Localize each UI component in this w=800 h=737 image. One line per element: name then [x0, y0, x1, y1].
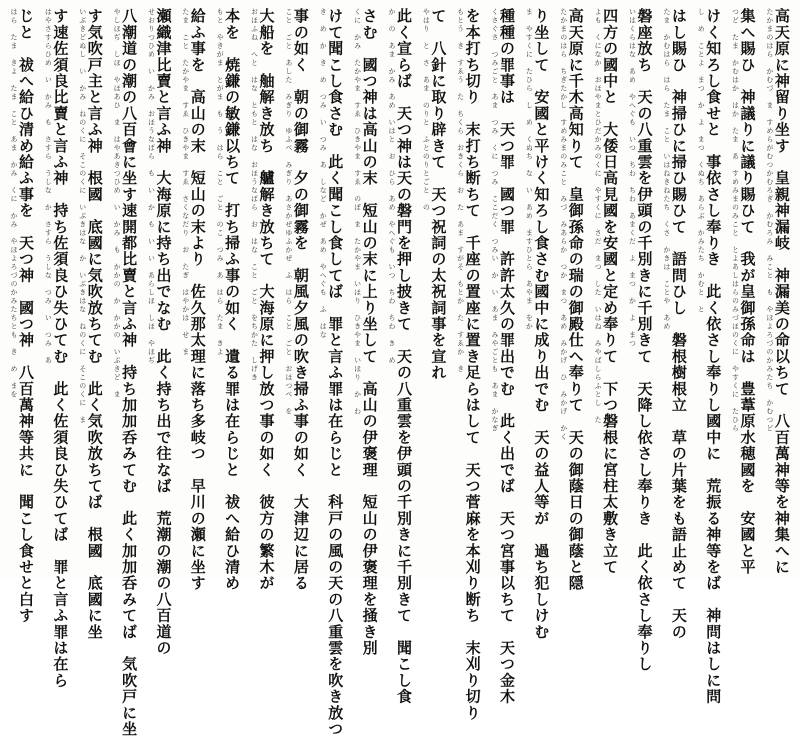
text-column: [44, 8, 70, 689]
column-furigana: おほふね へと はな ともと はな おほうなばら お はな こと ごと をちかた しげき: [250, 8, 259, 382]
text-column: [319, 8, 345, 737]
column-text: り坐して 安國と平けく知ろし食さむ國中に成り出でむ 天の益人等が 過ち犯しけむ: [532, 8, 551, 640]
column-furigana: こと ごと あした みぎり ゆふべ みぎり あさかぜゆふかぜ ふ はら こと ごと おほつべ を: [284, 8, 293, 416]
column-text: 大船を 舳解き放ち 艫解き放ちて 大海原に押し放つ事の如く 彼方の繁木が: [257, 8, 276, 592]
column-furigana: いぶきどぬし い かみ ねのくに そこのくに いぶきはな か いぶきはな ねのくに そこのくに ま: [78, 8, 87, 425]
text-column: [628, 8, 654, 673]
text-column: [422, 8, 446, 570]
column-furigana: やしほぢ しほ やほあひ ま はやあきつひめ い かみ も かかの か かかの いぶきど ま: [113, 8, 122, 399]
column-text: けく知ろし食せと 事依さし奉りき 此く依さし奉りし國中に 荒振る神等をば 神問はしに問: [704, 8, 723, 705]
column-furigana: たま こと たかやま すゑ ひきやま すゑ さくなだり お たぎ はやかは せ ま: [181, 8, 190, 357]
column-text: 四方の國中と 大倭日高見國を安國と定め奉りて 下つ磐根に宮柱太敷き立て: [601, 8, 620, 575]
column-furigana: たかまのはら ちぎたかし すめみまのみこと みづ みあらか つか まつ あめ みかげ ひ みかげ かく: [559, 8, 568, 442]
column-text: 此く宣らば 天つ神は天の磐門を押し披きて 天の八重雲を伊頭の千別きに千別きて 聞こし食: [394, 8, 413, 705]
column-furigana: もとう き すゑう た ちくら おきくら お た あま すがそ もとか た すゑか き: [456, 8, 465, 374]
column-text: 本を 焼鎌の敏鎌以ちて 打ち掃ふ事の如く 遺る罪は在らじと 祓へ給ひ清め: [223, 8, 242, 592]
column-text: 種種の罪事は 天つ罪 國つ罪 許許太久の罪出でむ 此く出でば 天つ宮事以ちて 天つ金木: [498, 8, 517, 705]
column-furigana: ま やすくに たひら し め くぬち な い あめ ますひとら あやま をか: [525, 8, 534, 331]
text-column: [765, 8, 791, 575]
column-text: す気吹戸主と言ふ神 根國 底國に気吹放ちてむ 此く気吹放ちてば 根國 底國に坐: [85, 8, 104, 640]
text-column: [387, 8, 413, 705]
text-column: [216, 8, 242, 592]
column-text: 八潮道の潮の八百會に坐す速開都比賣と言ふ神 持ち加加呑みてむ 此く加加呑みてば 気吹戸に坐: [120, 8, 139, 737]
column-furigana: せおりつひめ い かみ おほうなばら も い か も い い あらしほ しほ やほぢ: [147, 8, 156, 365]
column-furigana: くさぐさ つみごと あま つみ くに つみ ここだく つみい か い あま みやごとも あま かなぎ: [491, 8, 500, 433]
text-column: [113, 8, 139, 737]
column-furigana: たかまのはら かむづ ま すめらがむつかむろぎ かむろみ みこと も やほよろづのかみたち かむつど: [765, 8, 774, 433]
text-column: [456, 8, 482, 721]
column-furigana: はやさすらひめ い かみ も さすら うしな か さすら うしな つみ い つみ あ: [44, 8, 53, 365]
text-column: [353, 8, 379, 656]
column-furigana: くに かみ たかやま すゑ ひきやま すゑ のぼ ま たかやま いほり ひきやま いほり か わ: [353, 8, 362, 416]
column-text: を本打ち切り 末打ち断ちて 千座の置座に置き足らはして 天つ菅麻を本刈り断ち 末刈り切り: [463, 8, 482, 721]
column-furigana: はら たま きよ たま こと あま かみ くに かみ やほよろづのかみたちとも き め まを: [10, 8, 18, 399]
column-text: す速佐須良比賣と言ふ神 持ち佐須良ひ失ひてむ 此く佐須良ひ失ひてば 罪と言ふ罪は在ら: [51, 8, 70, 689]
column-text: 集へ賜ひ 神議りに議り賜ひて 我が皇御孫命は 豊葦原水穂國を 安國と平: [738, 8, 757, 575]
column-text: 給ふ事を 高山の末 短山の末より 佐久那太理に落ち多岐つ 早川の瀬に坐す: [188, 8, 207, 592]
column-text: けて聞こし食さむ 此く聞こし食してば 罪と言ふ罪は在らじと 科戸の風の天の八重雲を吹き放つ: [326, 8, 345, 737]
column-furigana: いはくらはな あめ やへぐも いつ ちわ ちわ あまくだ よ まつ か よ まつ: [628, 8, 637, 348]
text-column: [662, 8, 688, 640]
text-column: [284, 8, 310, 592]
column-text: はし賜ひ 神掃ひに掃ひ賜ひて 語問ひし 磐根樹根立 草の片葉をも語止めて 天の: [669, 8, 688, 640]
column-furigana: き め か き め つみ い つみ あ しなど かぜ あめ やへぐも ふ はな: [319, 8, 328, 340]
column-text: 高天原に千木高知りて 皇御孫命の瑞の御殿仕へ奉りて 天の御蔭日の御蔭と隠: [566, 8, 585, 592]
column-text: て 八針に取り辟きて 天つ祝詞の太祝詞事を宣れ: [429, 8, 448, 381]
column-furigana: か の あま かみ あめ いはと お ひら あめ やへぐも いつ ちわ ちわ き め: [387, 8, 396, 365]
column-text: 磐座放ち 天の八重雲を伊頭の千別きに千別きて 天降し依さし奉りき 此く依さし奉りし: [635, 8, 654, 673]
text-column: [594, 8, 620, 575]
column-furigana: つど たま かむはか はか たま あ すめみまのみこと とよあしはらのみづほのくに やすくに たひら: [731, 8, 740, 433]
column-furigana: よも くになか おほやまとひだかみのくに やすくに さだ まつ した いはね みやばしらふとし た: [594, 8, 603, 425]
column-text: じと 祓へ給ひ清め給ふ事を 天つ神 國つ神 八百萬神等共に 聞こし食せと白す: [17, 8, 35, 624]
column-text: 瀬織津比賣と言ふ神 大海原に持ち出でなむ 此く持ち出で往なば 荒潮の潮の八百道の: [154, 8, 173, 656]
text-column: [731, 8, 757, 575]
column-furigana: やはり と さ あま のりと ふとのりとごと の: [422, 8, 431, 212]
column-furigana: し め ことよ まつ か よ まつ くぬち あらぶ かみたち かむと と: [697, 8, 706, 314]
column-text: 高天原に神留り坐す 皇親神漏岐 神漏美の命以ちて 八百萬神等を神集へに: [772, 8, 791, 575]
column-text: 事の如く 朝の御霧 夕の御霧を 朝風夕風の吹き掃ふ事の如く 大津辺に居る: [291, 8, 310, 592]
text-column: [181, 8, 207, 592]
text-column: [559, 8, 585, 592]
column-furigana: たま かむはら はら たま こと いはねきねたち くさ かきは ことや あめ: [662, 8, 671, 331]
text-column: [250, 8, 276, 592]
column-furigana: もと やきがま とがま も う はら こと ごと のこ つみ あ はら たま きよ: [216, 8, 225, 357]
column-text: さむ 國つ神は高山の末 短山の末に上り坐して 高山の伊褒理 短山の伊褒理を掻き別: [360, 8, 379, 656]
text-column: [10, 8, 35, 624]
text-column: [697, 8, 723, 705]
text-column: [78, 8, 104, 640]
text-column: [147, 8, 173, 656]
text-column: [525, 8, 551, 640]
text-columns: [10, 8, 791, 737]
text-column: [491, 8, 517, 705]
